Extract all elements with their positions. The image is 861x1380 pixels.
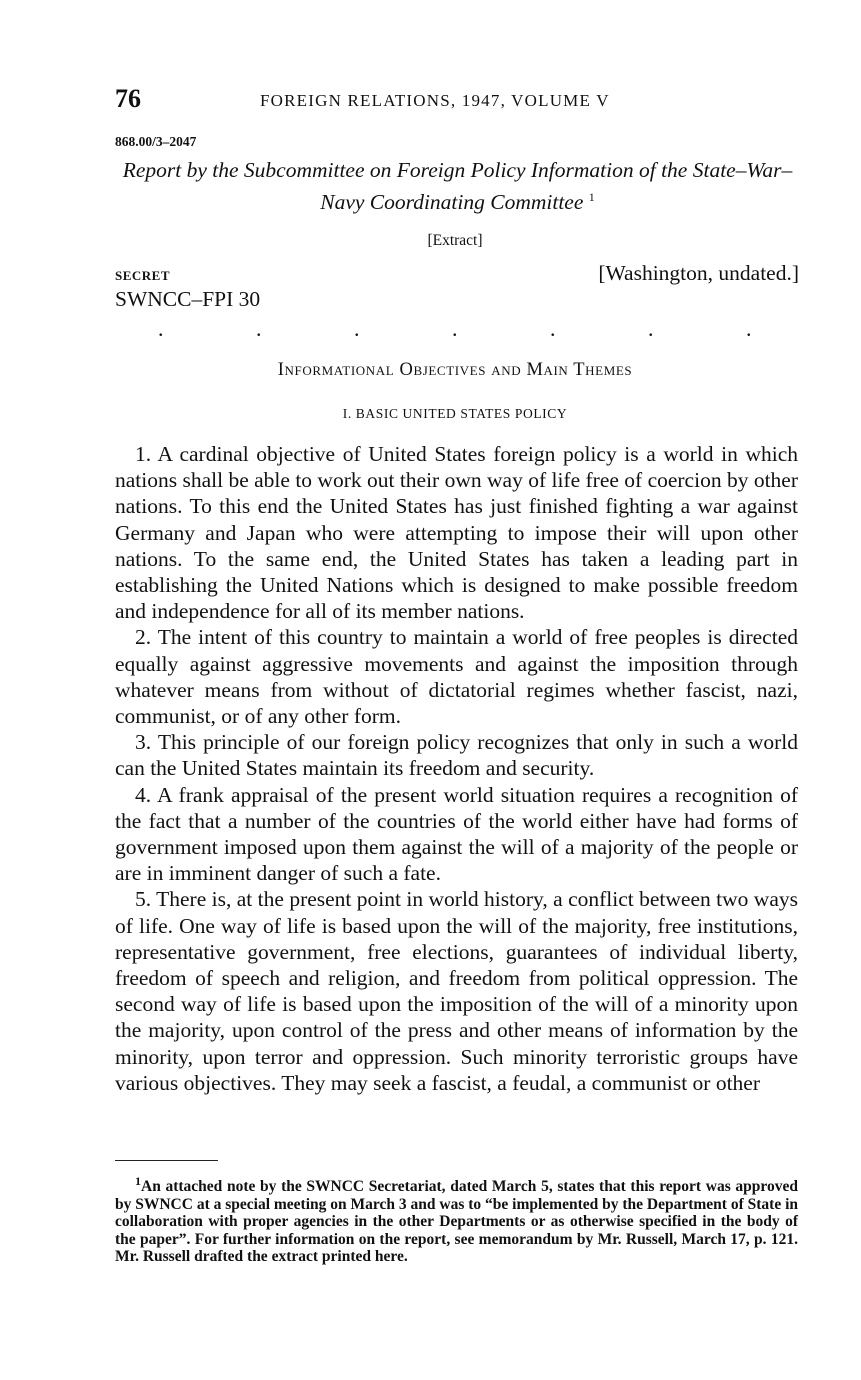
ellipsis-dot: . <box>452 316 458 341</box>
section-subheading: I. BASIC UNITED STATES POLICY <box>342 406 568 421</box>
paragraph-1: 1. A cardinal objective of United States foreign policy is a world in which nations shall be able to work out their own way of life free of coercion by other nations. To this end the United States has just finished fighting a war against Germany and Japan who were attempting to impose their will upon other nations. To the same end, the United States has taken a leading part in establishing the United Nations which is designed to make possible freedom and independence for all of its member nations. <box>115 442 799 624</box>
section-heading: Informational Objectives and Main Themes <box>277 360 633 380</box>
footnote-divider <box>115 1160 218 1161</box>
ellipsis-dot: . <box>648 316 654 341</box>
file-number: 868.00/3–2047 <box>115 134 197 149</box>
title-footnote-mark[interactable]: 1 <box>588 190 595 204</box>
page-number: 76 <box>115 84 141 113</box>
document-title: Report by the Subcommittee on Foreign Policy Information of the State–War–Navy Coordinating Committee <box>122 158 793 215</box>
paragraph-2: 2. The intent of this country to maintain a world of free peoples is directed equally against aggressive movements and against the imposition through whatever means from without of dictatorial regimes whether fascist, nazi, communist, or of any other form. <box>115 625 798 729</box>
ellipsis-dot: . <box>354 316 360 341</box>
document-code: SWNCC–FPI 30 <box>115 287 261 311</box>
footnote-mark: 1 <box>135 1174 141 1188</box>
ellipsis-dot: . <box>158 316 164 341</box>
footnote-text: An attached note by the SWNCC Secretariat, dated March 5, states that this report was approved by SWNCC at a special meeting on March 3 and was to “be implemented by the Department of State in collaboration with proper agencies in the other Departments or as otherwise specified in the body of the paper”. For further information on the report, see memorandum by Mr. Russell, March 17, p. 121. Mr. Russell drafted the extract printed here. <box>115 1178 798 1266</box>
paragraph-5: 5. There is, at the present point in world history, a conflict between two ways of life. One way of life is based upon the will of the majority, free institutions, representative government, free elections, guarantees of individual liberty, freedom of speech and religion, and freedom from political oppression. The second way of life is based upon the imposition of the will of a minority upon the majority, upon control of the press and other means of information by the minority, upon terror and oppression. Such minority terroristic groups have various objectives. They may seek a fascist, a feudal, a communist or other <box>115 887 798 1095</box>
omission-ellipsis <box>158 316 758 346</box>
document-title-block <box>110 157 805 216</box>
running-head: FOREIGN RELATIONS, 1947, VOLUME V <box>260 91 610 110</box>
paragraph-3: 3. This principle of our foreign policy recognizes that only in such a world can the United States maintain its freedom and security. <box>115 730 798 781</box>
ellipsis-dot: . <box>256 316 262 341</box>
extract-note: [Extract] <box>427 232 483 249</box>
ellipsis-dot: . <box>550 316 556 341</box>
footnote <box>115 1173 798 1266</box>
page-header <box>115 84 805 118</box>
place-date: [Washington, undated.] <box>598 261 799 285</box>
classification-label: SECRET <box>115 268 171 283</box>
paragraph-4: 4. A frank appraisal of the present world situation requires a recognition of the fact that a number of the countries of the world either have had forms of government imposed upon them against the will of a majority of the people or are in imminent danger of such a fate. <box>115 782 798 886</box>
body-text <box>115 441 798 1096</box>
footnote-paragraph <box>115 1173 798 1266</box>
ellipsis-dot: . <box>746 316 752 341</box>
